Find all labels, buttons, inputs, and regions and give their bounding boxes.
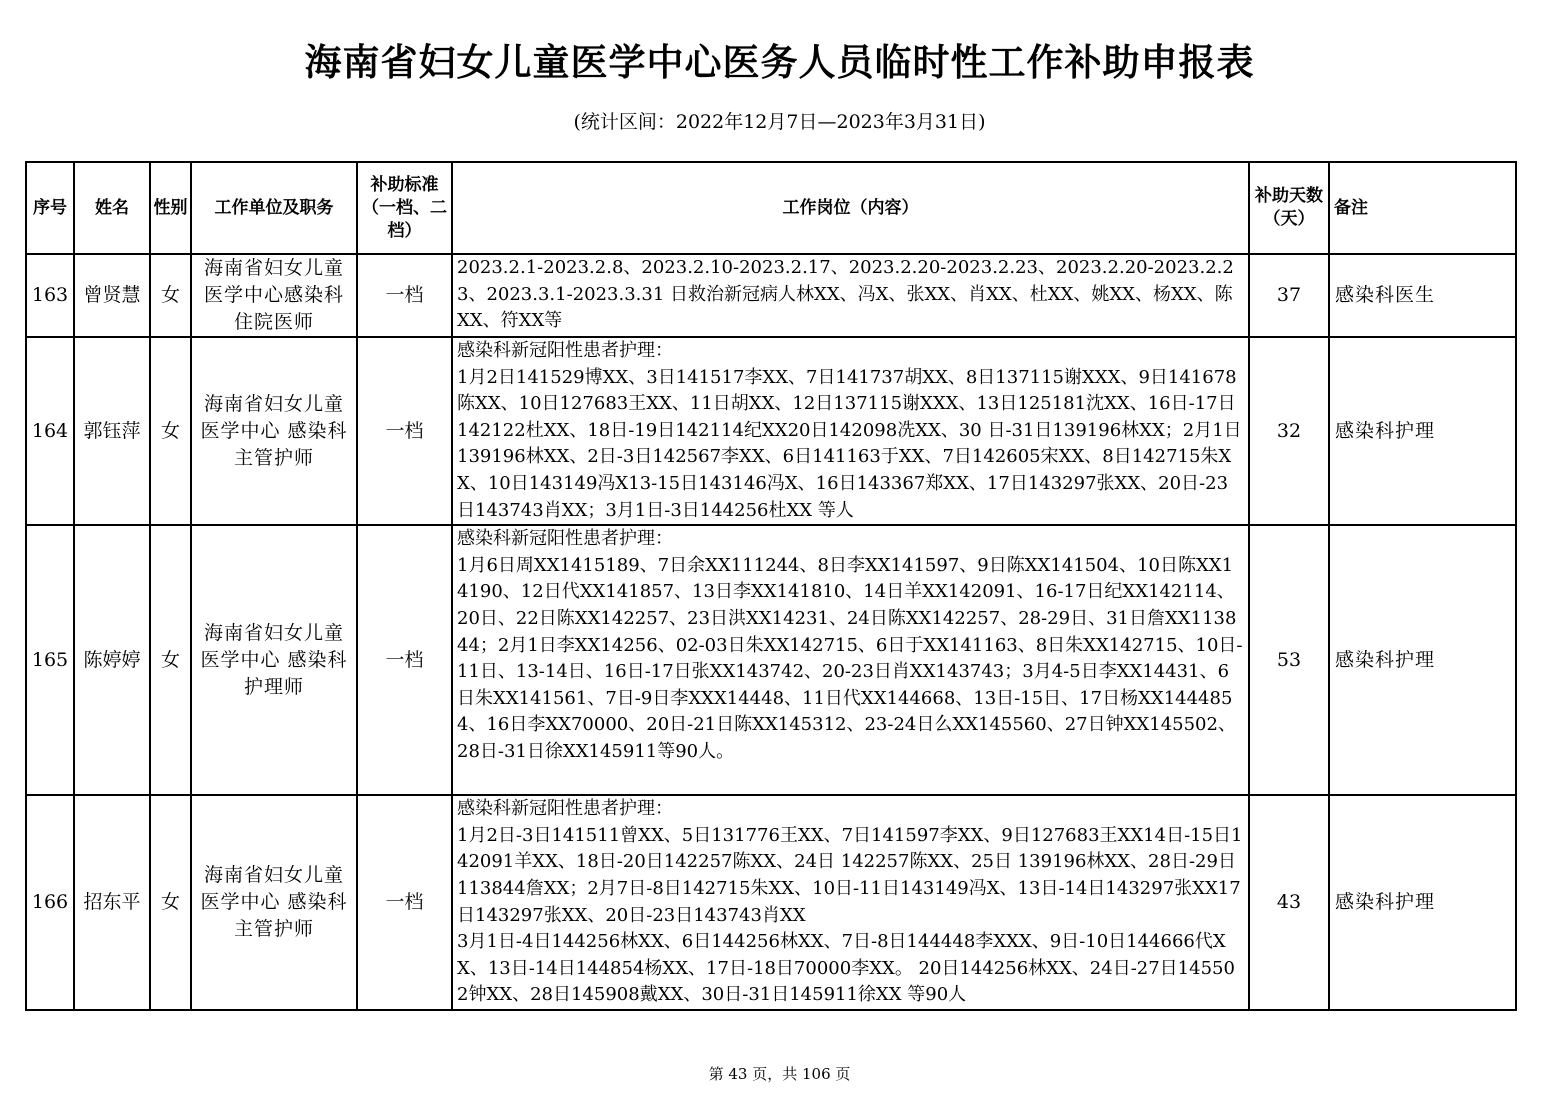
cell-days: 53 [1249,525,1329,795]
header-days: 补助天数（天） [1249,162,1329,254]
cell-standard: 一档 [357,254,452,337]
cell-days: 37 [1249,254,1329,337]
header-standard: 补助标准（一档、二档） [357,162,452,254]
cell-gender: 女 [150,337,191,525]
header-note: 备注 [1329,162,1516,254]
cell-note: 感染科护理 [1329,337,1516,525]
cell-no: 164 [26,337,74,525]
header-name: 姓名 [74,162,150,254]
table-row [26,795,1516,1010]
subsidy-table [25,161,1517,1011]
statistics-period: (统计区间：2022年12月7日—2023年3月31日) [573,111,986,133]
table-row [26,525,1516,795]
cell-days: 43 [1249,795,1329,1010]
page-title: 海南省妇女儿童医学中心医务人员临时性工作补助申报表 [304,41,1255,84]
cell-note: 感染科护理 [1329,525,1516,795]
cell-no: 165 [26,525,74,795]
cell-standard: 一档 [357,337,452,525]
cell-name: 陈婷婷 [74,525,150,795]
cell-no: 166 [26,795,74,1010]
cell-name: 郭钰萍 [74,337,150,525]
header-gender: 性别 [150,162,191,254]
cell-standard: 一档 [357,525,452,795]
cell-standard: 一档 [357,795,452,1010]
cell-post: 感染科新冠阳性患者护理： 1月2日-3日141511曾XX、5日131776王XX、7日141597李XX、9日127683王XX14日-15日142091羊XX、18日-20日142257陈XX、24日 142257陈XX、25日 139196林XX、28日-29日113844詹XX；2月7日-8日142715朱XX、10日-11日143149冯X、13日-14日143297张XX17日143297张XX、20日-23日143743肖XX 3月1日-4日144256林XX、6日144256林XX、7日-8日144448李XXX、9日-10日144666代XX、13日-14日144854杨XX、17日-18日70000李XX。 20日144256林XX、24日-27日145502钟XX、28日145908戴XX、30日-31日145911徐XX 等90人 [452,795,1249,1010]
cell-note: 感染科医生 [1329,254,1516,337]
cell-name: 曾贤慧 [74,254,150,337]
cell-gender: 女 [150,795,191,1010]
cell-unit: 海南省妇女儿童医学中心 感染科主管护师 [191,337,357,525]
cell-name: 招东平 [74,795,150,1010]
cell-unit: 海南省妇女儿童医学中心感染科住院医师 [191,254,357,337]
cell-days: 32 [1249,337,1329,525]
cell-unit: 海南省妇女儿童医学中心 感染科主管护师 [191,795,357,1010]
cell-note: 感染科护理 [1329,795,1516,1010]
cell-post: 感染科新冠阳性患者护理： 1月6日周XX1415189、7日余XX111244、8日李XX141597、9日陈XX141504、10日陈XX14190、12日代XX141857、13日李XX141810、14日羊XX142091、16-17日纪XX142114、20日、22日陈XX142257、23日洪XX14231、24日陈XX142257、28-29日、31日詹XX113844；2月1日李XX14256、02-03日朱XX142715、6日于XX141163、8日朱XX142715、10日-11日、13-14日、16日-17日张XX143742、20-23日肖XX143743；3月4-5日李XX14431、6日朱XX141561、7日-9日李XXX14448、11日代XX144668、13日-15日、17日杨XX1444854、16日李XX70000、20日-21日陈XX145312、23-24日么XX145560、27日钟XX145502、28日-31日徐XX145911等90人。 [452,525,1249,795]
header-unit: 工作单位及职务 [191,162,357,254]
cell-no: 163 [26,254,74,337]
cell-post: 感染科新冠阳性患者护理： 1月2日141529博XX、3日141517李XX、7日141737胡XX、8日137115谢XXX、9日141678陈XX、10日127683王XX、11日胡XX、12日137115谢XXX、13日125181沈XX、16日-17日142122杜XX、18日-19日142114纪XX20日142098冼XX、30 日-31日139196林XX；2月1日139196林XX、2日-3日142567李XX、6日141163于XX、7日142605宋XX、8日142715朱XX、10日143149冯X13-15日143146冯X、16日143367郑XX、17日143297张XX、20日-23日143743肖XX；3月1日-3日144256杜XX 等人 [452,337,1249,525]
table-header-row [26,162,1516,254]
table-row [26,337,1516,525]
header-post: 工作岗位（内容） [452,162,1249,254]
table-row [26,254,1516,337]
cell-gender: 女 [150,254,191,337]
cell-unit: 海南省妇女儿童医学中心 感染科护理师 [191,525,357,795]
page-number: 第 43 页，共 106 页 [708,1065,851,1083]
header-no: 序号 [26,162,74,254]
cell-gender: 女 [150,525,191,795]
cell-post: 2023.2.1-2023.2.8、2023.2.10-2023.2.17、2023.2.20-2023.2.23、2023.2.20-2023.2.23、2023.3.1-2023.3.31 日救治新冠病人林XX、冯X、张XX、肖XX、杜XX、姚XX、杨XX、陈XX、符XX等 [452,254,1249,337]
